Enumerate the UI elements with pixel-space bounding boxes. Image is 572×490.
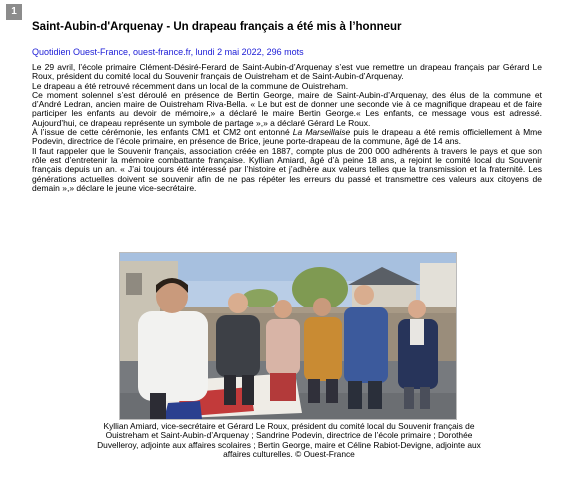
paragraph: Le 29 avril, l’école primaire Clément-Désiré-Ferard de Saint-Aubin-d’Arquenay s’est vue remettre un drapeau français par Gérard Le Roux, président du comité local du Souvenir français de Ouistreham et de Saint-Aubin-d’Arquenay.: [32, 62, 542, 82]
photo-illustration: [120, 253, 456, 419]
article-body: [32, 63, 542, 193]
photo-caption: Kyllian Amiard, vice-secrétaire et Gérard Le Roux, président du comité local du Souvenir français de Ouistreham et Saint-Aubin-d’Arquenay ; Sandrine Podevin, directrice de l’école primaire ; Dorothée Duvelleroy, adjointe aux affaires scolaires ; Bertin George, maire et Céline Rabiot-Devigne, adjointe aux affaires culturelles. © Ouest-France: [97, 421, 481, 460]
page-number-badge: 1: [6, 4, 22, 20]
paragraph: [32, 128, 542, 147]
article-photo: [119, 252, 457, 420]
song-title: La Marseillaise: [292, 127, 351, 138]
paragraph-text: À l’issue de cette cérémonie, les enfants CM1 et CM2 ont entonné: [32, 127, 293, 138]
paragraph: Le drapeau a été retrouvé récemment dans un local de la commune de Ouistreham.: [32, 80, 349, 91]
paragraph: Ce moment solennel s’est déroulé en présence de Bertin George, maire de Saint-Aubin-d’Arquenay, des élus de la commune et d’André Ledran, ancien maire de Ouistreham Riva-Bella. « Le but est de donner une seconde vie à ce magnifique drapeau et de faire participer les enfants au devoir de mémoire,» a déclaré le maire Bertin George.« Les enfants, ce message vous est adressé. Aujourd’hui, ce drapeau représente un symbole de partage »,» a déclaré Gérard Le Roux.: [32, 89, 542, 128]
paragraph-text: puis le drapeau a été remis officiellement à Mme Podevin, directrice de l’école primaire, en présence de Brice, jeune porte-drapeau de la commune, âgé de 14 ans.: [32, 127, 542, 147]
article-source-meta: Quotidien Ouest-France, ouest-france.fr, lundi 2 mai 2022, 296 mots: [32, 47, 304, 57]
article-title: Saint-Aubin-d'Arquenay - Un drapeau français a été mis à l’honneur: [32, 21, 402, 33]
paragraph: Il faut rappeler que le Souvenir français, association créée en 1887, compte plus de 200 000 adhérents à travers le pays et que son rôle est d’entretenir la mémoire combattante française. Kyllian Amiard, âgé d’à peine 18 ans, a rejoint le comité local du Souvenir français depuis un an. « J’ai toujours été intéressé par l’histoire et j’adhère aux valeurs telles que la transmission et la fraternité. Les générations actuelles doivent se souvenir afin de ne pas répéter les erreurs du passé et transmettre ces valeurs aux citoyens de demain »,» déclare le jeune vice-secrétaire.: [32, 145, 542, 193]
